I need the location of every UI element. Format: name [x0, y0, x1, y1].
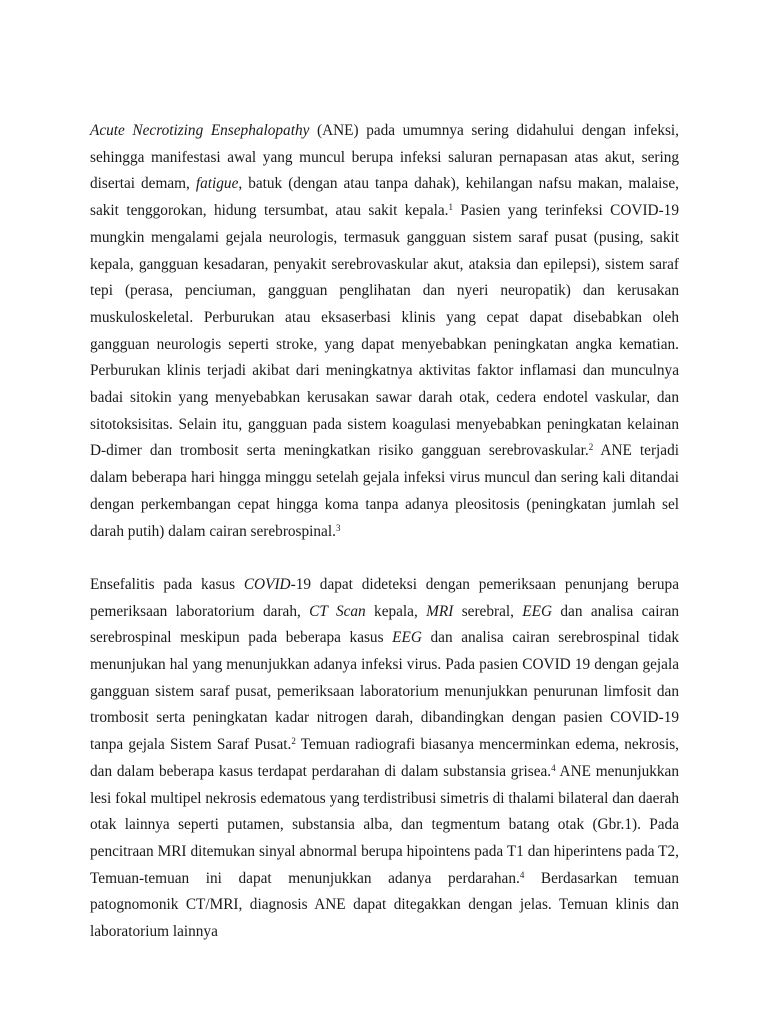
citation-superscript: 2	[588, 442, 594, 453]
text-run: Temuan radiografi biasanya mencerminkan edema, nekrosis, dan dalam beberapa kasus terdapat perdarahan di dalam substansia grisea.	[90, 736, 679, 780]
citation-superscript: 1	[448, 202, 453, 213]
italic-term: MRI	[426, 602, 454, 620]
citation-superscript: 4	[519, 869, 525, 880]
italic-term: CT Scan	[309, 602, 366, 620]
text-run: Berdasarkan temuan patognomonik CT/MRI, diagnosis ANE dapat ditegakkan dengan jelas. Temuan klinis dan laboratorium lainnya	[90, 869, 679, 941]
italic-term: fatigue	[195, 175, 239, 193]
paragraph-gap	[90, 545, 679, 572]
paragraph-ane-overview	[90, 118, 679, 545]
text-run: , batuk (dengan atau tanpa dahak), kehilangan nafsu makan, malaise, sakit tenggorokan, hidung tersumbat, atau sakit kepala.	[90, 175, 679, 220]
citation-superscript: 2	[291, 736, 296, 747]
text-run: Pasien yang terinfeksi COVID-19 mungkin mengalami gejala neurologis, termasuk gangguan sistem saraf pusat (pusing, sakit kepala, gangguan kesadaran, penyakit serebrovaskular akut, ataksia dan epilepsi), sistem saraf tepi (perasa, penciuman, gangguan penglihatan dan nyeri neuropatik) dan kerusakan muskuloskeletal. Perburukan atau eksaserbasi klinis yang cepat dapat disebabkan oleh gangguan neurologis seperti stroke, yang dapat menyebabkan peningkatan angka kematian. Perburukan klinis terjadi akibat dari meningkatnya aktivitas faktor inflamasi dan munculnya badai sitokin yang menyebabkan kerusakan sawar darah otak, cedera endotel vaskular, dan sitotoksisitas. Selain itu, gangguan pada sistem koagulasi menyebabkan peningkatan kelainan D-dimer dan trombosit serta meningkatkan risiko gangguan serebrovaskular.	[90, 202, 679, 460]
text-run: dan analisa cairan serebrospinal meskipun pada beberapa kasus	[90, 602, 680, 647]
italic-term: EEG	[392, 629, 422, 647]
text-run: kepala,	[365, 602, 427, 620]
italic-term: Acute Necrotizing Ensephalopathy	[90, 122, 310, 139]
citation-superscript: 4	[551, 762, 556, 773]
text-run: serebral,	[453, 602, 523, 620]
text-run: Ensefalitis pada kasus	[90, 575, 244, 593]
text-run: dan analisa cairan serebrospinal tidak menunjukan hal yang menunjukkan adanya infeksi virus. Pada pasien COVID 19 dengan gejala gangguan sistem saraf pusat, pemeriksaan laboratorium menunjukkan penurunan limfosit dan trombosit serta peningkatan kadar nitrogen darah, dibandingkan dengan pasien COVID-19 tanpa gejala Sistem Saraf Pusat.	[90, 629, 680, 754]
italic-term: EEG	[522, 602, 553, 620]
italic-term: COVID	[243, 575, 291, 593]
text-run: ANE terjadi dalam beberapa hari hingga minggu setelah gejala infeksi virus muncul dan sering kali ditandai dengan perkembangan cepat hingga koma tanpa adanya pleositosis (peningkatan jumlah sel darah putih) dalam cairan serebrospinal.	[90, 442, 679, 540]
text-run: (ANE) pada umumnya sering didahului dengan infeksi, sehingga manifestasi awal yang muncul berupa infeksi saluran pernapasan atas akut, sering disertai demam,	[90, 122, 679, 193]
paragraph-ensefalitis-diagnosis	[90, 572, 679, 946]
citation-superscript: 3	[335, 522, 341, 533]
text-run: ANE menunjukkan lesi fokal multipel nekrosis edematous yang terdistribusi simetris di thalami bilateral dan daerah otak lainnya seperti putamen, substansia alba, dan tegmentum batang otak (Gbr.1). Pada pencitraan MRI ditemukan sinyal abnormal berupa hipointens pada T1 dan hiperintens pada T2, Temuan-temuan ini dapat menunjukkan adanya perdarahan.	[90, 762, 679, 887]
document-page	[90, 118, 679, 946]
text-run: -19 dapat dideteksi dengan pemeriksaan penunjang berupa pemeriksaan laboratorium darah,	[90, 575, 679, 620]
